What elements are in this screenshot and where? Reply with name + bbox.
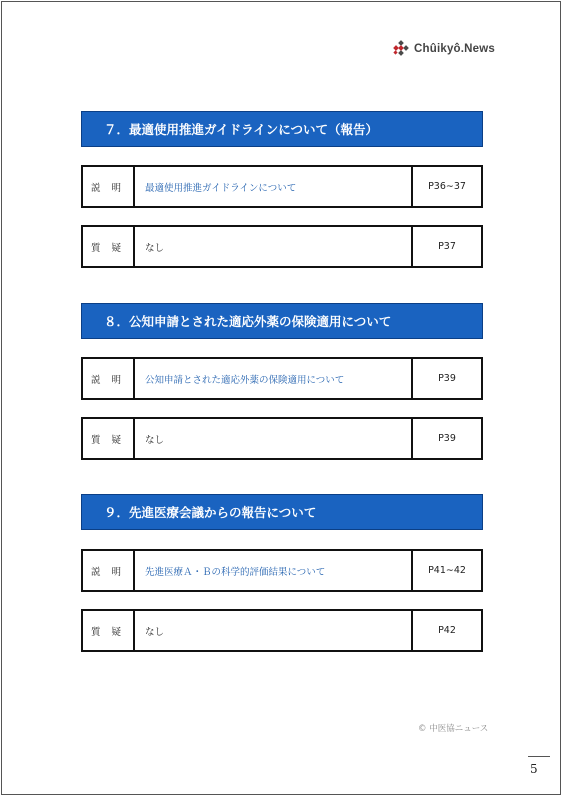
copyright-text: © 中医協ニュース — [418, 724, 489, 734]
row-content: なし — [135, 227, 413, 266]
row-label: 説 明 — [83, 359, 135, 398]
table-row — [81, 609, 483, 652]
row-content: なし — [135, 419, 413, 458]
table-row — [81, 165, 483, 208]
row-content-link[interactable]: 先進医療Ａ・Ｂの科学的評価結果について — [135, 551, 413, 590]
page-number: 5 — [530, 762, 538, 776]
brand-logo — [392, 38, 495, 60]
table-row — [81, 357, 483, 400]
footer-divider — [528, 756, 550, 757]
table-row — [81, 417, 483, 460]
logo-mark-icon — [392, 40, 410, 58]
row-label: 質 疑 — [83, 227, 135, 266]
row-label: 質 疑 — [83, 611, 135, 650]
table-row — [81, 549, 483, 592]
row-page: P39 — [438, 433, 456, 444]
row-label: 説 明 — [83, 167, 135, 206]
row-page: P39 — [438, 373, 456, 384]
row-content-link[interactable]: 公知申請とされた適応外薬の保険適用について — [135, 359, 413, 398]
row-page: P36∼37 — [428, 181, 466, 192]
row-page: P37 — [438, 241, 456, 252]
table-row — [81, 225, 483, 268]
section-header: ８．公知申請とされた適応外薬の保険適用について — [81, 303, 483, 339]
row-label: 説 明 — [83, 551, 135, 590]
row-content: なし — [135, 611, 413, 650]
section-header: ９．先進医療会議からの報告について — [81, 494, 483, 530]
row-label: 質 疑 — [83, 419, 135, 458]
section-header: ７．最適使用推進ガイドラインについて（報告） — [81, 111, 483, 147]
row-page: P41∼42 — [428, 565, 466, 576]
logo-text: Chûikyô.News — [414, 43, 496, 55]
row-content-link[interactable]: 最適使用推進ガイドラインについて — [135, 167, 413, 206]
row-page: P42 — [438, 625, 456, 636]
